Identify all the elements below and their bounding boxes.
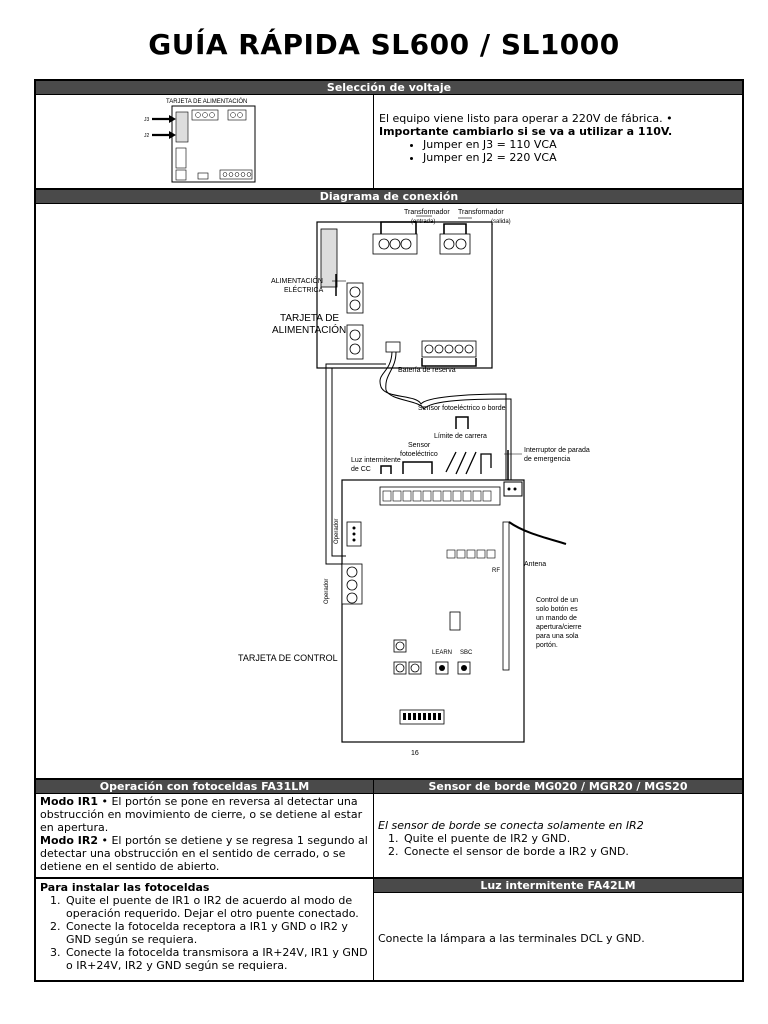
limit-label: Límite de carrera: [434, 433, 487, 440]
flash-header: Luz intermitente FA42LM: [374, 879, 742, 893]
photo-sensor-label-2: fotoeléctrico: [400, 451, 438, 458]
transformer-in-sub: (entrada): [411, 219, 436, 225]
edge-sensor-section: [374, 780, 742, 876]
single-button-line-6: portón.: [536, 642, 558, 649]
power-board-label-2: ALIMENTACIÓN: [272, 325, 347, 336]
edge-sensor-steps: [378, 832, 738, 858]
list-item: 2. Conecte la fotocelda receptora a IR1 y GND o IR2 y GND según se requiera.: [64, 920, 370, 946]
photocells-modes: [36, 794, 373, 873]
diagram-section: [36, 190, 742, 778]
photocells-header: Operación con fotoceldas FA31LM: [36, 780, 373, 794]
diagram-header: Diagrama de conexión: [36, 190, 742, 204]
voltage-section: [36, 81, 742, 188]
flash-light-label: Luz intermitente: [351, 457, 401, 464]
single-button-line-3: un mando de: [536, 615, 577, 622]
photocells-install: [40, 881, 370, 972]
emergency-label: Interruptor de parada: [524, 447, 590, 454]
flash-light-label-2: de CC: [351, 466, 371, 473]
power-label: ALIMENTACIÓN: [271, 278, 323, 285]
battery-label: Batería de reserva: [398, 367, 456, 374]
edge-sensor-header: Sensor de borde MG020 / MGR20 / MGS20: [374, 780, 742, 794]
antenna-label: Antena: [524, 561, 547, 568]
voltage-description: [379, 112, 741, 164]
list-item: 1. Quite el puente de IR1 o IR2 de acuerdo al modo de operación requerido. Dejar el otro puente conectado.: [64, 894, 370, 920]
flash-section: [374, 879, 742, 980]
emergency-label-2: de emergencia: [524, 456, 571, 463]
voltage-important: Importante cambiarlo si se va a utilizar a 110V.: [379, 125, 673, 138]
page-title: GUÍA RÁPIDA SL600 / SL1000: [148, 28, 620, 61]
flash-text: Conecte la lámpara a las terminales DCL y GND.: [378, 932, 645, 945]
rf-label: RF: [492, 568, 500, 574]
mode-ir1-label: Modo IR1: [40, 795, 98, 808]
mode-ir2-text: • El portón se detiene y se regresa 1 segundo al detectar una obstrucción en el sentido de cerrado, o se detiene en el sentido de abierto.: [40, 834, 368, 873]
power-board-label: TARJETA DE: [280, 313, 340, 324]
jumper-list: [379, 138, 741, 164]
mode-ir2-label: Modo IR2: [40, 834, 98, 847]
install-title: Para instalar las fotoceldas: [40, 881, 210, 894]
edge-sensor-note: El sensor de borde se conecta solamente en IR2: [378, 819, 644, 832]
sbc-label: SBC: [460, 650, 473, 656]
list-item: 1. Quite el puente de IR2 y GND.: [402, 832, 738, 845]
single-button-line-5: para una sola: [536, 633, 579, 640]
list-item: • Jumper en J3 = 110 VCA: [423, 138, 741, 151]
voltage-intro: El equipo viene listo para operar a 220V de fábrica. •: [379, 112, 673, 125]
power-board-thumbnail: [136, 96, 296, 184]
jumper-j3-label: J3: [144, 117, 150, 123]
photocells-section: [36, 780, 373, 980]
single-button-line-2: solo botón es: [536, 606, 578, 613]
list-item: 3. Conecte la fotocelda transmisora a IR+24V, IR1 y GND o IR+24V, IR2 y GND según se requiera.: [64, 946, 370, 972]
transformer-in-label: Transformador: [404, 209, 450, 216]
transformer-out-sub: (salida): [491, 219, 511, 225]
connection-diagram: [36, 204, 742, 778]
learn-label: LEARN: [432, 650, 453, 656]
single-button-line-1: Control de un: [536, 597, 579, 604]
photo-sensor-label: Sensor: [408, 442, 431, 449]
operator-label-1: Operador: [334, 518, 340, 544]
single-button-line-4: apertura/cierre: [536, 624, 582, 631]
power-label-2: ELÉCTRICA: [284, 287, 324, 294]
control-board-label: TARJETA DE CONTROL: [238, 653, 338, 663]
jumper-j2-label: J2: [144, 133, 150, 139]
voltage-header: Selección de voltaje: [36, 81, 742, 95]
guide-frame: [34, 79, 744, 982]
page-number: 16: [411, 750, 419, 757]
board-caption: TARJETA DE ALIMENTACIÓN: [166, 99, 248, 105]
control-board: [342, 480, 524, 742]
mode-ir1-text: • El portón se pone en reversa al detectar una obstrucción en movimiento de cierre, o se detiene al estar en apertura.: [40, 795, 363, 834]
operator-label-2: Operador: [324, 578, 330, 604]
list-item: • Jumper en J2 = 220 VCA: [423, 151, 741, 164]
edge-sensor-label: Sensor fotoeléctrico o borde: [418, 405, 506, 412]
list-item: 2. Conecte el sensor de borde a IR2 y GND.: [402, 845, 738, 858]
transformer-out-label: Transformador: [458, 209, 504, 216]
install-steps: [40, 894, 370, 972]
edge-sensor-body: [374, 794, 742, 858]
